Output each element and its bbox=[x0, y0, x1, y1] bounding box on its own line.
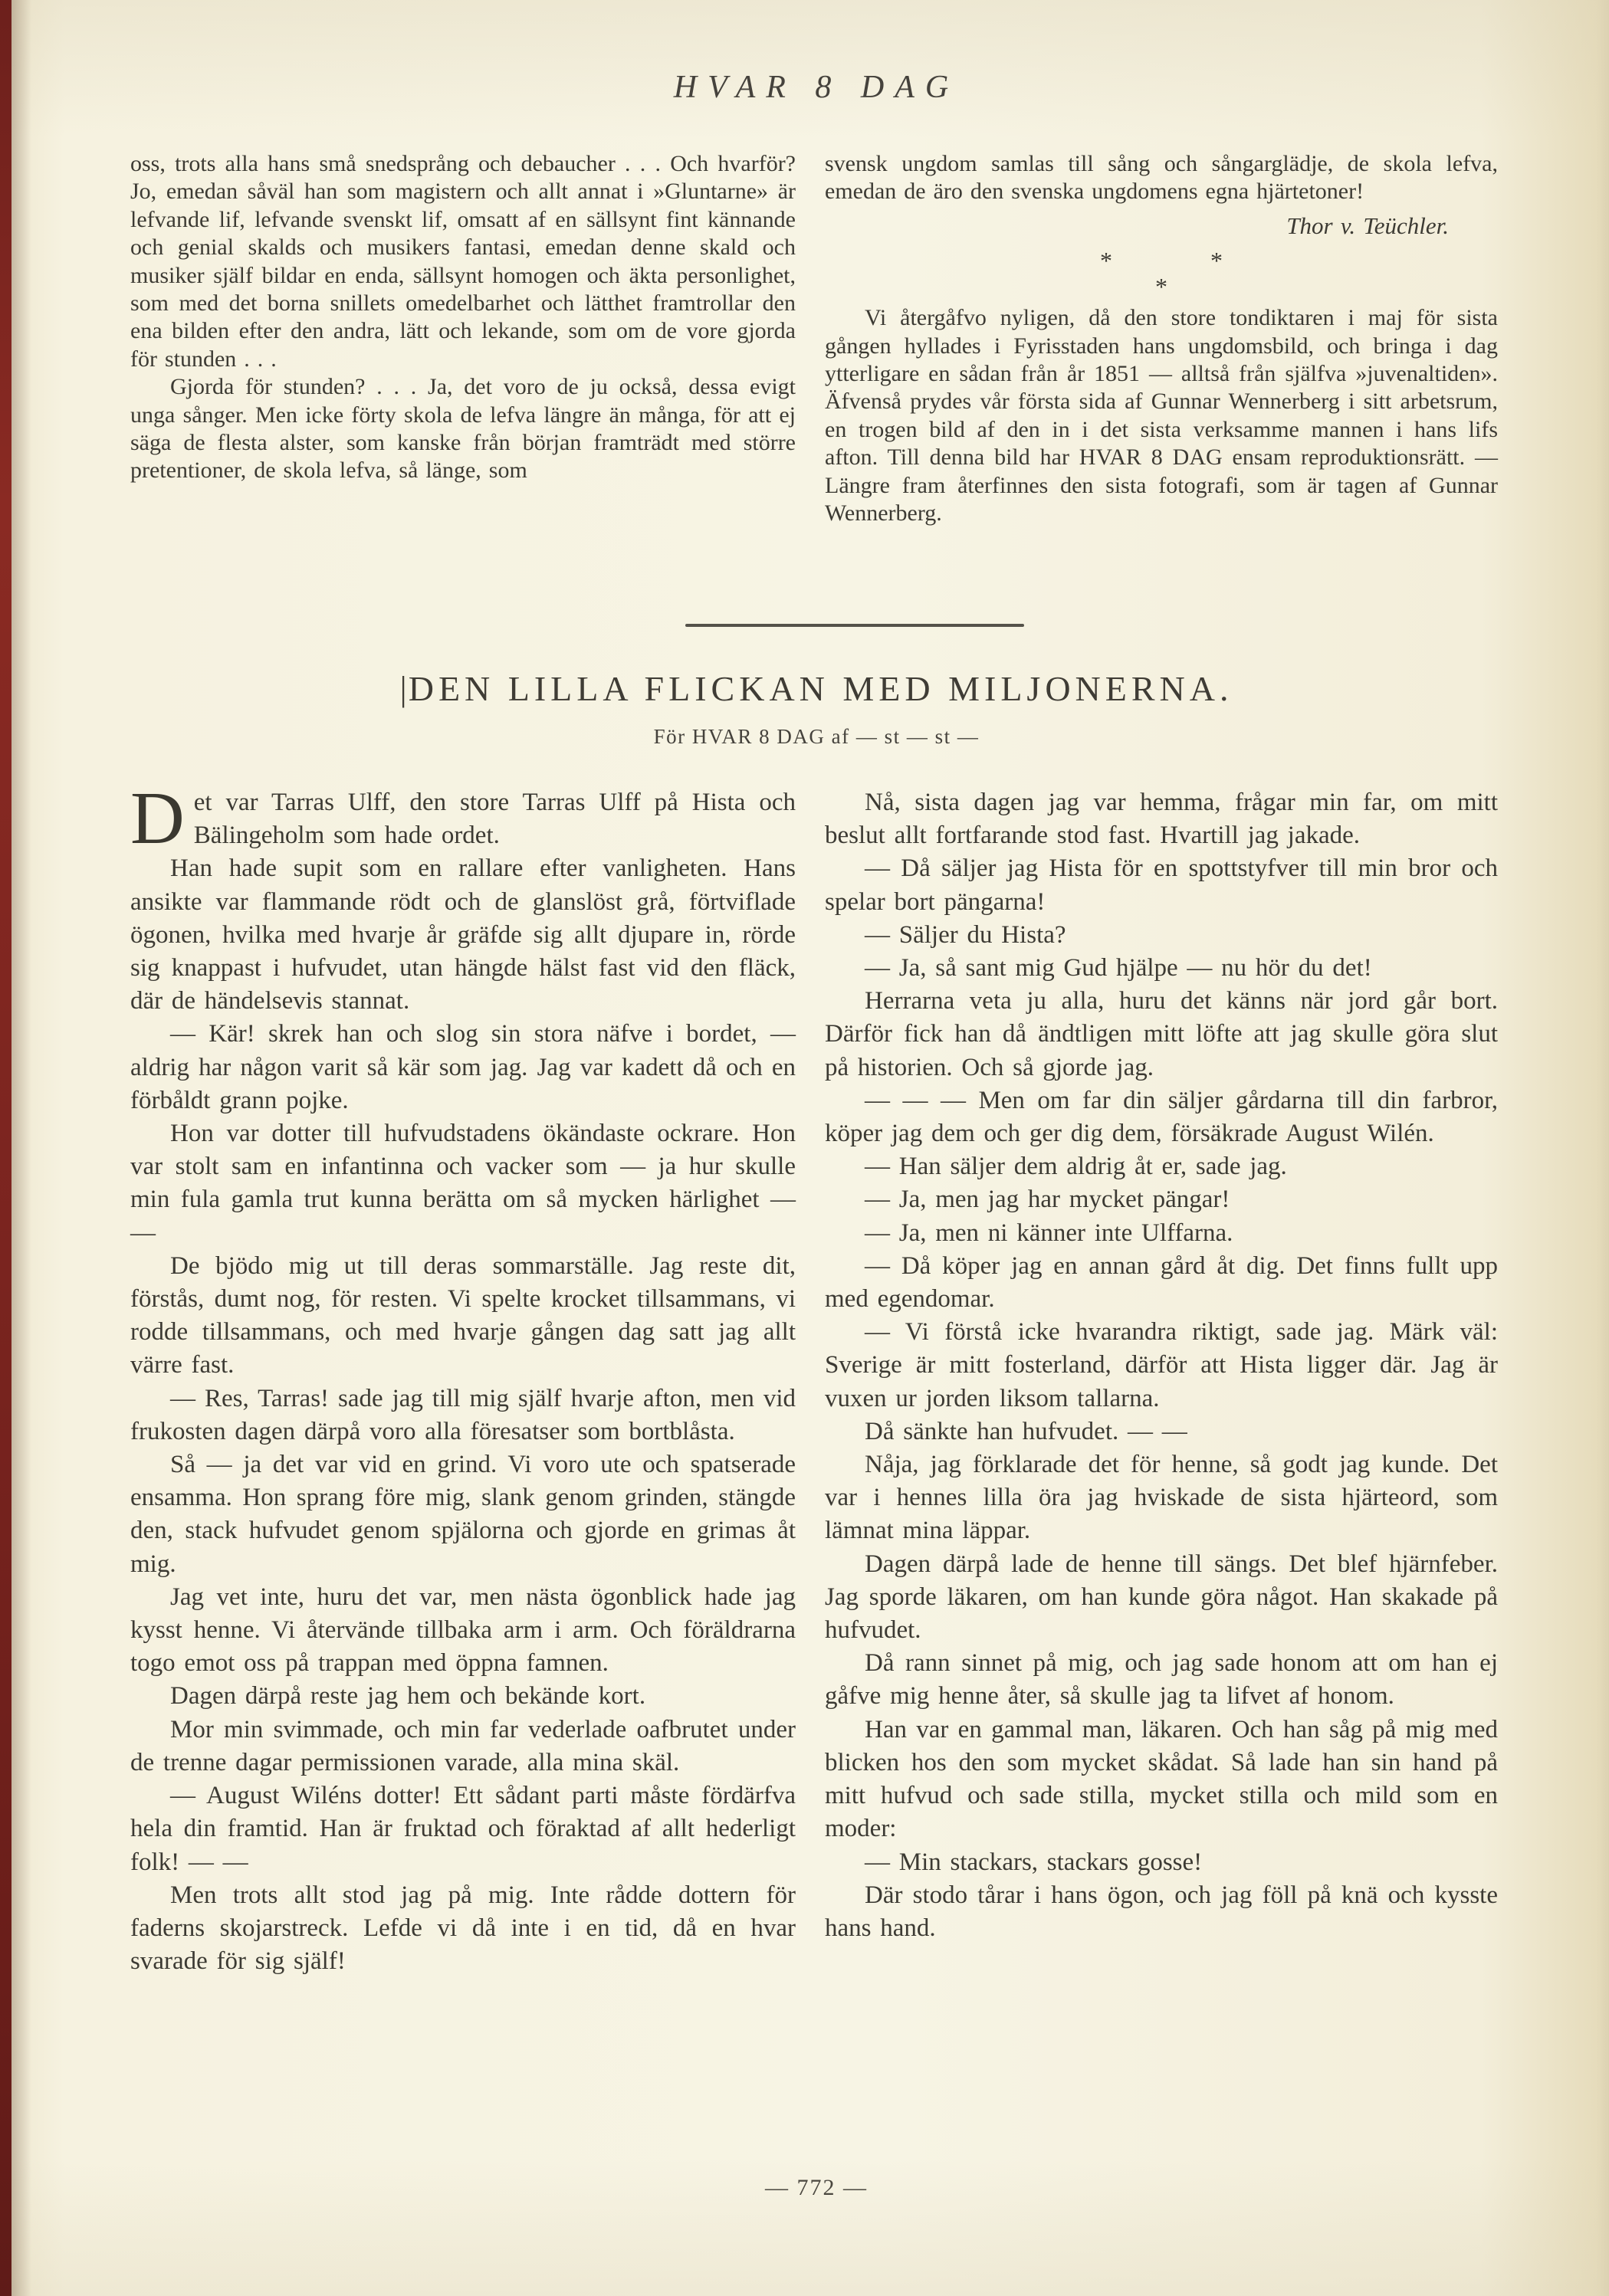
paragraph: Han var en gammal man, läkaren. Och han såg på mig med blicken hos den som mycket skådat. Så lade han sin hand på mitt hufvud och sade stilla, mycket stilla och mild som en moder: bbox=[825, 1715, 1498, 1843]
paragraph: oss, trots alla hans små snedsprång och debaucher . . . Och hvarför? Jo, emedan såväl han som magistern och allt annat i »Gluntarne» är lefvande lif, lefvande svenskt lif, omsatt af en sällsynt fint kännande och genial skalds och musikers fantasi, emedan denne skald och musiker själf bildar en enda, sällsynt homogen och äkta personlighet, som med det borna snillets omedelbarhet och lätthet framtrollar den ena bilden efter den andra, lätt och lekande, som om de vore gjorda för stunden . . . bbox=[130, 151, 796, 372]
paragraph: — Han säljer dem aldrig åt er, sade jag. bbox=[865, 1153, 1287, 1181]
paragraph: Men trots allt stod jag på mig. Inte rådde dottern för faderns skojarstreck. Lefde vi då inte i en tid, då en hvar svarade för sig själf! bbox=[130, 1881, 796, 1976]
story-left-paragraphs bbox=[130, 852, 796, 1978]
story-first-paragraph-text: et var Tarras Ulff, den store Tarras Ulff på Hista och Bälingeholm som hade ordet. bbox=[193, 789, 796, 850]
paragraph: Jag vet inte, huru det var, men nästa ögonblick hade jag kysst henne. Vi återvände tillbaka arm i arm. Och föräldrarna togo emot oss på trappan med öppna famnen. bbox=[130, 1583, 796, 1678]
paragraph: Vi återgåfvo nyligen, då den store tondiktaren i maj för sista gången hyllades i Fyrisstaden hans ungdomsbild, och bringa i dag ytterligare en sådan från år 1851 — alltså från själfva »juvenaltiden». Äfvenså prydes vår första sida af Gunnar Wennerberg i sitt arbetsrum, en trogen bild af den in i det sista verksamme mannen i hans lifs afton. Till denna bild har HVAR 8 DAG ensam reproduktionsrätt. — Längre fram återfinnes den sista fotografi, som är tagen af Gunnar Wennerberg. bbox=[825, 305, 1498, 526]
paragraph: — Ja, men jag har mycket pängar! bbox=[865, 1186, 1230, 1214]
paragraph: — Ja, men ni känner inte Ulffarna. bbox=[865, 1219, 1233, 1247]
story-title bbox=[130, 668, 1502, 709]
paragraph: svensk ungdom samlas till sång och sångarglädje, de skola lefva, emedan de äro den svenska ungdomens egna hjärtetoner! bbox=[825, 151, 1498, 205]
section-divider-rule bbox=[685, 624, 1024, 627]
paragraph: Hon var dotter till hufvudstadens ökändaste ockrare. Hon var stolt sam en infantinna och vacker som — ja hur skulle min fula gamla trut kunna berätta om så mycken härlighet — — bbox=[130, 1120, 796, 1247]
story-first-paragraph bbox=[130, 777, 796, 860]
top-article-right-paragraphs bbox=[825, 304, 1498, 527]
paragraph: Han hade supit som en rallare efter vanligheten. Hans ansikte var flammande rödt och de glanslöst grå, förtviflade ögonen, hvilka med hvarje år gräfde sig allt djupare in, rörde sig knappast i hufvudet, utan hängde hälst fast vid den fläck, där de händelsevis stannat. bbox=[130, 854, 796, 1015]
asterism-row: * * bbox=[1100, 247, 1223, 275]
paragraph: Herrarna veta ju alla, huru det känns när jord går bort. Därför fick han då ändtligen mitt löfte att jag skulle göra slut på historien. Och så gjorde jag. bbox=[825, 987, 1498, 1081]
story-byline: För HVAR 8 DAG af — st — st — bbox=[653, 725, 980, 748]
top-article-right-column bbox=[825, 150, 1498, 527]
paragraph: — Kär! skrek han och slog sin stora näfve i bordet, — aldrig har någon varit så kär som jag. Jag var kadett då och en förbåldt grann pojke. bbox=[130, 1020, 796, 1114]
paragraph: De bjödo mig ut till deras sommarställe. Jag reste dit, förstås, dumt nog, för resten. Vi spelte krocket tillsammans, vi rodde tillsammans, och med hvarje gången dag satt jag allt värre fast. bbox=[130, 1251, 796, 1379]
paragraph: Där stodo tårar i hans ögon, och jag föll på knä och kysste hans hand. bbox=[825, 1881, 1498, 1942]
story-right-column bbox=[825, 786, 1498, 1945]
story-title-text: DEN LILLA FLICKAN MED MILJONERNA. bbox=[408, 669, 1233, 708]
paragraph: Så — ja det var vid en grind. Vi voro ute och spatserade ensamma. Hon sprang före mig, slank genom grinden, stängde den, stack hufvudet genom spjälorna och gjorde en grimas åt mig. bbox=[130, 1451, 796, 1578]
paragraph: — Säljer du Hista? bbox=[865, 920, 1066, 949]
paragraph: — Min stackars, stackars gosse! bbox=[865, 1848, 1203, 1876]
article-signature: Thor v. Teüchler. bbox=[1286, 212, 1449, 239]
top-article-left-column bbox=[130, 150, 796, 485]
paragraph: Då rann sinnet på mig, och jag sade honom att om han ej gåfve mig henne åter, så skulle jag ta lifvet af honom. bbox=[825, 1649, 1498, 1711]
paragraph: — Då säljer jag Hista för en spottstyfver till min bror och spelar bort pängarna! bbox=[825, 854, 1498, 916]
paragraph: Nå, sista dagen jag var hemma, frågar min far, om mitt beslut allt fortfarande stod fast. Hvartill jag jakade. bbox=[825, 789, 1498, 850]
spine-edge bbox=[0, 0, 11, 2296]
paragraph: — Res, Tarras! sade jag till mig själf hvarje afton, men vid frukosten dagen därpå voro alla föresatser som bortblåsta. bbox=[130, 1384, 796, 1445]
drop-cap: D bbox=[130, 777, 185, 860]
paragraph: Då sänkte han hufvudet. — — bbox=[865, 1417, 1187, 1445]
story-left-column bbox=[130, 777, 796, 1978]
paragraph: — Vi förstå icke hvarandra riktigt, sade jag. Märk väl: Sverige är mitt fosterland, därför att Hista ligger där. Jag är vuxen ur jorden liksom tallarna. bbox=[825, 1318, 1498, 1412]
masthead-title: HVAR 8 DAG bbox=[673, 70, 960, 105]
spine-shadow bbox=[11, 0, 31, 2296]
title-damage-mark: | bbox=[399, 669, 407, 708]
paragraph: Dagen därpå reste jag hem och bekände kort. bbox=[170, 1682, 646, 1711]
paragraph: — Ja, så sant mig Gud hjälpe — nu hör du det! bbox=[865, 954, 1372, 982]
asterism-row: * bbox=[1155, 273, 1167, 301]
paragraph: Gjorda för stunden? . . . Ja, det voro de ju också, dessa evigt unga sånger. Men icke förty skola de lefva längre än många, för att ej säga de flesta alster, som kanske från början framträdt med större pretentioner, de skola lefva, så länge, som bbox=[130, 374, 796, 484]
asterism-separator bbox=[825, 248, 1498, 300]
paragraph: — — — Men om far din säljer gårdarna till din farbror, köper jag dem och ger dig dem, försäkrade August Wilén. bbox=[825, 1086, 1498, 1148]
paragraph: Mor min svimmade, och min far vederlade oafbrutet under de trenne dagar permissionen varade, alla mina skäl. bbox=[130, 1715, 796, 1776]
paragraph: — Då köper jag en annan gård åt dig. Det finns fullt upp med egendomar. bbox=[825, 1251, 1498, 1314]
paragraph: Nåja, jag förklarade det för henne, så godt jag kunde. Det var i hennes lilla öra jag hviskade de sista hjärteord, som lämnat mina läppar. bbox=[825, 1451, 1498, 1545]
paragraph: — August Wiléns dotter! Ett sådant parti måste fördärfva hela din framtid. Han är fruktad och föraktad af allt hederligt folk! — — bbox=[130, 1782, 796, 1876]
page-number: — 772 — bbox=[765, 2175, 868, 2200]
paragraph: Dagen därpå lade de henne till sängs. Det blef hjärnfeber. Jag sporde läkaren, om han kunde göra något. Han skakade på hufvudet. bbox=[825, 1550, 1498, 1645]
